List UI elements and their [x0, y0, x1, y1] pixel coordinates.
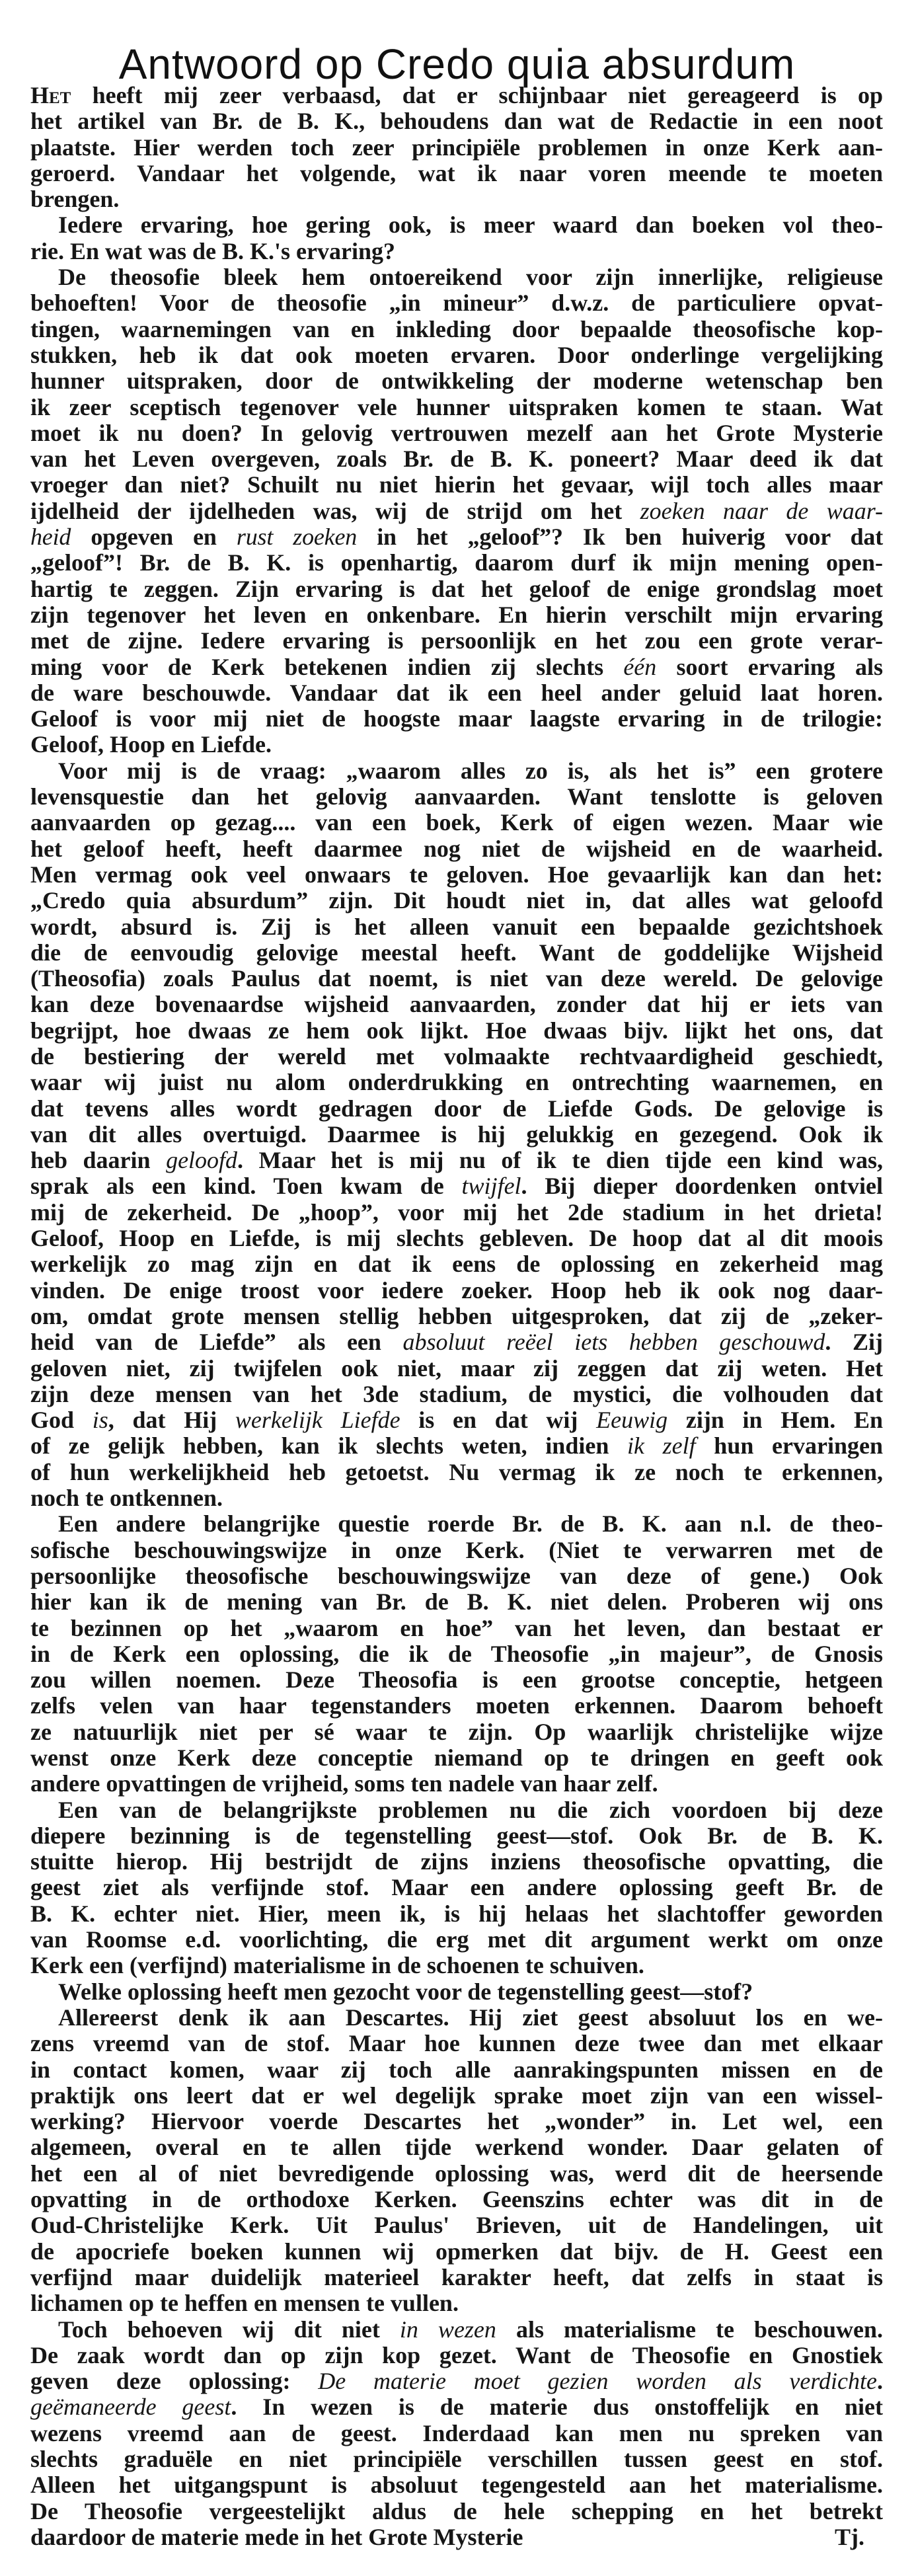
text-segment: God: [30, 1407, 93, 1434]
text-segment: wordt, absurd is. Zij is het alleen vanuit een bepaalde gezichtshoek: [30, 913, 883, 940]
italic-text: is: [92, 1407, 108, 1434]
text-line: [30, 1382, 883, 1407]
text-line: [30, 1538, 883, 1563]
text-segment: of hun werkelijkheid heb getoetst. Nu vermag ik ze noch te erkennen,: [30, 1458, 883, 1485]
article-body: [30, 83, 883, 2550]
text-line: [30, 1251, 883, 1277]
text-line: [30, 420, 883, 446]
text-segment: sprak als een kind. Toen kwam de: [30, 1173, 462, 1200]
author-signature: Tj.: [835, 2523, 864, 2550]
text-line: [30, 1096, 883, 1122]
text-segment: ijdelheid der ijdelheden was, wij de strijd om het: [30, 497, 640, 524]
text-segment: het geloof heeft, heeft daarmee nog niet de wijsheid en de waarheid.: [30, 835, 883, 862]
text-segment: geven deze oplossing:: [30, 2368, 319, 2395]
text-segment: geloven niet, zij twijfelen ook niet, maar zij zeggen dat zij weten. Het: [30, 1354, 883, 1382]
text-segment: van dit alles overtuigd. Daarmee is hij gelukkig en gezegend. Ook ik: [30, 1120, 883, 1148]
text-line: [30, 1953, 883, 1978]
small-caps-opening: Het: [30, 82, 71, 108]
text-segment: Toch behoeven wij dit niet: [58, 2316, 400, 2343]
text-line: [30, 1849, 883, 1875]
text-line: [30, 2472, 883, 2498]
text-segment: hier kan ik de mening van Br. de B. K. niet delen. Proberen wij ons: [30, 1588, 883, 1616]
text-line: [30, 1901, 883, 1927]
text-line: [30, 810, 883, 836]
text-line: [30, 1278, 883, 1304]
text-line: [30, 395, 883, 420]
text-segment: zens vreemd van de stof. Maar hoe kunnen deze twee dan met elkaar: [30, 2030, 883, 2057]
text-segment: .: [877, 2368, 883, 2395]
text-segment: met de zijne. Iedere ervaring is persoonlijk en het zou een grote verar-: [30, 627, 883, 654]
text-segment: wezens vreemd aan de geest. Inderdaad kan men nu spreken van: [30, 2419, 883, 2446]
text-line: [30, 1304, 883, 1329]
text-line: [30, 2524, 883, 2550]
italic-text: twijfel: [461, 1173, 521, 1200]
text-segment: hartig te zeggen. Zijn ervaring is dat het geloof de enige grondslag moet: [30, 575, 883, 602]
text-segment: hun ervaringen: [695, 1432, 883, 1460]
text-line: [30, 1173, 883, 1199]
text-line: [30, 1771, 883, 1797]
text-segment: werking? Hiervoor voerde Descartes het „wonder” in. Let wel, een: [30, 2108, 883, 2135]
text-segment: rie. En wat was de B. K.'s ervaring?: [30, 237, 395, 264]
text-line: [30, 2005, 883, 2031]
text-segment: lichamen op te heffen en mensen te vullen.: [30, 2290, 459, 2317]
text-segment: daardoor de materie mede in het Grote Mysterie: [30, 2523, 523, 2550]
text-segment: om, omdat grote mensen stellig hebben uitgesproken, dat zij de „zeker-: [30, 1302, 883, 1329]
text-segment: moet ik nu doen? In gelovig vertrouwen mezelf aan het Grote Mysterie: [30, 419, 883, 446]
text-segment: wenst onze Kerk deze conceptie niemand op te dringen en geeft ook: [30, 1744, 883, 1771]
text-line: [30, 290, 883, 316]
text-segment: dat tevens alles wordt gedragen door de Liefde Gods. De gelovige is: [30, 1095, 883, 1122]
italic-text: ik zelf: [627, 1432, 696, 1460]
text-segment: zijn deze mensen van het 3de stadium, de mystici, die volhouden dat: [30, 1380, 883, 1407]
text-line: [30, 446, 883, 472]
text-line: [30, 654, 883, 680]
text-line: [30, 2161, 883, 2187]
text-segment: de ware beschouwde. Vandaar dat ik een heel ander geluid laat horen.: [30, 679, 883, 706]
text-line: [30, 2446, 883, 2472]
text-line: [30, 550, 883, 576]
text-segment: Voor mij is de vraag: „waarom alles zo is, als het is” een grotere: [58, 757, 883, 784]
text-line: [30, 576, 883, 602]
text-segment: soort ervaring als: [656, 653, 883, 680]
text-segment: „Credo quia absurdum” zijn. Dit houdt niet in, dat alles wat geloofd: [30, 887, 883, 914]
italic-text: geloofd: [166, 1147, 238, 1174]
text-segment: slechts graduële en niet principiële verschillen tussen geest en stof.: [30, 2446, 883, 2473]
text-line: [30, 1148, 883, 1173]
text-segment: algemeen, overal en te allen tijde werkend wonder. Daar gelaten of: [30, 2134, 883, 2161]
text-line: [30, 2368, 883, 2394]
text-line: [30, 186, 883, 212]
text-line: [30, 2187, 883, 2212]
text-segment: persoonlijke theosofische beschouwingswijze van deze of gene.) Ook: [30, 1562, 883, 1589]
paragraph: [30, 264, 883, 758]
text-segment: in contact komen, waar zij toch alle aanrakingspunten missen en de: [30, 2056, 883, 2083]
text-segment: heb daarin: [30, 1147, 167, 1174]
text-segment: B. K. echter niet. Hier, meen ik, is hij helaas het slachtoffer geworden: [30, 1900, 883, 1927]
text-segment: of ze gelijk hebben, kan ik slechts weten, indien: [30, 1432, 627, 1460]
text-line: [30, 914, 883, 940]
text-segment: ze natuurlijk niet per sé waar te zijn. Op waarlijk christelijke wijze: [30, 1718, 883, 1745]
text-segment: Welke oplossing heeft men gezocht voor de tegenstelling geest—stof?: [58, 1978, 753, 2005]
text-segment: stuitte hierop. Hij bestrijdt de zijns inziens theosofische opvatting, die: [30, 1848, 883, 1875]
text-segment: De theosofie bleek hem ontoereikend voor zijn innerlijke, religieuse: [58, 264, 883, 291]
text-line: [30, 2317, 883, 2343]
italic-text: absoluut reëel iets hebben geschouwd: [402, 1329, 825, 1356]
text-segment: opgeven en: [71, 524, 237, 551]
text-segment: noch te ontkennen.: [30, 1485, 223, 1512]
italic-text: één: [623, 653, 657, 680]
text-line: [30, 135, 883, 161]
text-line: [30, 1485, 883, 1511]
text-line: [30, 2031, 883, 2056]
text-line: [30, 784, 883, 810]
text-line: [30, 1433, 883, 1459]
text-segment: Kerk een (verfijnd) materialisme in de schoenen te schuiven.: [30, 1952, 644, 1979]
text-segment: Geloof, Hoop en Liefde, is mij slechts gebleven. De hoop dat al dit moois: [30, 1225, 883, 1252]
text-line: [30, 2239, 883, 2265]
text-segment: Geloof, Hoop en Liefde.: [30, 731, 272, 758]
text-line: [30, 1563, 883, 1589]
text-line: [30, 1667, 883, 1693]
text-line: [30, 368, 883, 394]
text-segment: in de Kerk een oplossing, die ik de Theosofie „in majeur”, de Gnosis: [30, 1640, 883, 1667]
italic-text: in wezen: [399, 2316, 496, 2343]
text-line: [30, 1797, 883, 1823]
text-segment: in het „geloof”? Ik ben huiverig voor dat: [357, 524, 883, 551]
italic-text: werkelijk Liefde: [235, 1407, 400, 1434]
text-line: [30, 758, 883, 784]
text-line: [30, 1460, 883, 1485]
text-segment: opvatting in de orthodoxe Kerken. Geenszins echter was dit in de: [30, 2186, 883, 2213]
paragraph: [30, 2317, 883, 2551]
text-segment: tingen, waarnemingen van en inkleding door bepaalde theosofische kop-: [30, 315, 883, 342]
text-line: [30, 161, 883, 186]
text-segment: . In wezen is de materie dus onstoffelijk en niet: [231, 2394, 883, 2421]
text-segment: De zaak wordt dan op zijn kop gezet. Want de Theosofie en Gnostiek: [30, 2341, 883, 2368]
text-line: [30, 212, 883, 238]
text-segment: geroerd. Vandaar het volgende, wat ik naar voren meende te moeten: [30, 159, 883, 186]
text-segment: zijn tegenover het leven en onkenbare. En hierin verschilt mijn ervaring: [30, 601, 883, 628]
italic-text: heid: [30, 524, 71, 551]
text-line: [30, 2212, 883, 2238]
text-line: [30, 628, 883, 654]
text-segment: mij de zekerheid. De „hoop”, voor mij het 2de stadium in het drieta!: [30, 1198, 883, 1226]
text-line: [30, 940, 883, 966]
text-line: [30, 1226, 883, 1251]
italic-text: rust zoeken: [236, 524, 358, 551]
text-line: [30, 83, 883, 108]
text-segment: . Zij: [825, 1329, 883, 1356]
text-line: [30, 862, 883, 888]
text-line: [30, 836, 883, 862]
paragraph: [30, 2005, 883, 2317]
text-segment: levensquestie dan het gelovig aanvaarden. Want tenslotte is geloven: [30, 783, 883, 810]
text-segment: heeft mij zeer verbaasd, dat er schijnbaar niet gereageerd is op: [71, 82, 883, 108]
text-line: [30, 732, 883, 758]
italic-text: Eeuwig: [596, 1407, 668, 1434]
text-segment: vroeger dan niet? Schuilt nu niet hierin het gevaar, wijl toch alles maar: [30, 471, 883, 498]
text-line: [30, 2109, 883, 2134]
text-segment: De Theosofie vergeestelijkt aldus de hele schepping en het betrekt: [30, 2497, 883, 2524]
text-segment: praktijk ons leert dat er wel degelijk sprake moet zijn van een wissel-: [30, 2082, 883, 2109]
text-line: [30, 1200, 883, 1226]
text-segment: ming voor de Kerk betekenen indien zij slechts: [30, 653, 624, 680]
text-line: [30, 992, 883, 1017]
paragraph: [30, 1979, 883, 2005]
text-segment: . Maar het is mij nu of ik te dien tijde een kind was,: [237, 1147, 883, 1174]
text-segment: Een andere belangrijke questie roerde Br. de B. K. aan n.l. de theo-: [58, 1510, 883, 1538]
text-segment: vinden. De enige troost voor iedere zoeker. Hoop heb ik ook nog daar-: [30, 1276, 883, 1304]
text-line: [30, 524, 883, 550]
text-line: [30, 1875, 883, 1900]
text-line: [30, 2499, 883, 2524]
text-segment: kan deze bovenaardse wijsheid aanvaarden, zonder dat hij er iets van: [30, 991, 883, 1018]
text-line: [30, 498, 883, 524]
text-segment: die de eenvoudig gelovige meestal heeft. Want de goddelijke Wijsheid: [30, 939, 883, 966]
text-line: [30, 2134, 883, 2160]
text-segment: aanvaarden op gezag.... van een boek, Kerk of eigen wezen. Maar wie: [30, 809, 883, 836]
article-title: Antwoord op Credo quia absurdum: [118, 40, 796, 88]
text-line: [30, 1070, 883, 1095]
paragraph: [30, 83, 883, 212]
text-segment: brengen.: [30, 186, 120, 213]
text-line: [30, 1823, 883, 1849]
text-segment: stukken, heb ik dat ook moeten ervaren. Door onderlinge vergelijking: [30, 341, 883, 368]
text-line: [30, 2394, 883, 2420]
text-segment: heid van de Liefde” als een: [30, 1329, 403, 1356]
text-segment: de apocriefe boeken kunnen wij opmerken dat bijv. de H. Geest een: [30, 2238, 883, 2265]
text-line: [30, 2265, 883, 2290]
text-segment: „geloof”! Br. de B. K. is openhartig, daarom durf ik mijn mening open-: [30, 549, 883, 576]
text-segment: geest ziet als verfijnde stof. Maar een andere oplossing geeft Br. de: [30, 1874, 883, 1901]
text-segment: sofische beschouwingswijze in onze Kerk. (Niet te verwarren met de: [30, 1536, 883, 1563]
text-segment: Iedere ervaring, hoe gering ook, is meer waard dan boeken vol theo-: [58, 212, 883, 239]
text-line: [30, 1693, 883, 1719]
text-segment: zijn in Hem. En: [667, 1407, 883, 1434]
text-segment: , dat Hij: [108, 1407, 235, 1434]
text-line: [30, 2421, 883, 2446]
text-line: [30, 108, 883, 134]
text-line: [30, 1044, 883, 1070]
text-line: [30, 1018, 883, 1044]
text-line: [30, 1719, 883, 1745]
text-line: [30, 1407, 883, 1433]
text-line: [30, 2083, 883, 2109]
text-segment: ik zeer sceptisch tegenover vele hunner uitspraken komen te staan. Wat: [30, 393, 883, 420]
italic-text: zoeken naar de waar-: [640, 497, 883, 524]
text-line: [30, 1356, 883, 1382]
paragraph: [30, 212, 883, 264]
text-segment: hunner uitspraken, door de ontwikkeling der moderne wetenschap ben: [30, 368, 883, 395]
text-line: [30, 1122, 883, 1148]
text-segment: andere opvattingen de vrijheid, soms ten nadele van haar zelf.: [30, 1770, 658, 1797]
text-segment: is en dat wij: [400, 1407, 597, 1434]
text-segment: de bestiering der wereld met volmaakte rechtvaardigheid geschiedt,: [30, 1042, 883, 1070]
text-segment: begrijpt, hoe dwaas ze hem ook lijkt. Hoe dwaas bijv. lijkt het ons, dat: [30, 1017, 883, 1044]
text-segment: werkelijk zo mag zijn en dat ik eens de oplossing en zekerheid mag: [30, 1251, 883, 1278]
text-segment: Geloof is voor mij niet de hoogste maar laagste ervaring in de trilogie:: [30, 705, 883, 732]
text-segment: plaatste. Hier werden toch zeer principiële problemen in onze Kerk aan-: [30, 134, 883, 161]
text-line: [30, 1927, 883, 1953]
text-segment: Alleen het uitgangspunt is absoluut tegengesteld aan het materialisme.: [30, 2472, 883, 2499]
text-line: [30, 1511, 883, 1537]
text-segment: (Theosofia) zoals Paulus dat noemt, is niet van deze wereld. De gelovige: [30, 965, 883, 992]
paragraph: [30, 1797, 883, 1979]
text-segment: verfijnd maar duidelijk materieel karakter heeft, dat zelfs in staat is: [30, 2263, 883, 2290]
text-segment: Een van de belangrijkste problemen nu die zich voordoen bij deze: [58, 1796, 883, 1823]
text-segment: te bezinnen op het „waarom en hoe” van het leven, dan bestaat er: [30, 1614, 883, 1641]
text-line: [30, 1979, 883, 2005]
text-segment: behoeften! Voor de theosofie „in mineur” d.w.z. de particuliere opvat-: [30, 290, 883, 317]
text-line: [30, 1329, 883, 1355]
text-segment: Oud-Christelijke Kerk. Uit Paulus' Brieven, uit de Handelingen, uit: [30, 2212, 883, 2239]
text-line: [30, 317, 883, 342]
text-segment: van het Leven overgeven, zoals Br. de B. K. poneert? Maar deed ik dat: [30, 446, 883, 473]
text-line: [30, 472, 883, 498]
text-line: [30, 1616, 883, 1641]
text-line: [30, 888, 883, 914]
text-segment: . Bij dieper doordenken ontviel: [521, 1173, 883, 1200]
text-line: [30, 239, 883, 264]
text-line: [30, 264, 883, 290]
italic-text: De materie moet gezien worden als verdichte: [318, 2368, 877, 2395]
text-line: [30, 2343, 883, 2368]
paragraph: [30, 758, 883, 1512]
text-line: [30, 2057, 883, 2083]
text-segment: Men vermag ook veel onwaars te geloven. Hoe gevaarlijk kan dan het:: [30, 861, 883, 888]
text-line: [30, 1589, 883, 1615]
text-line: [30, 966, 883, 992]
text-segment: diepere bezinning is de tegenstelling geest—stof. Ook Br. de B. K.: [30, 1822, 883, 1849]
text-segment: waar wij juist nu alom onderdrukking en ontrechting waarnemen, en: [30, 1069, 883, 1096]
text-segment: zou willen noemen. Deze Theosofia is een grootse conceptie, hetgeen: [30, 1666, 883, 1694]
text-line: [30, 706, 883, 732]
text-segment: Allereerst denk ik aan Descartes. Hij ziet geest absoluut los en we-: [58, 2004, 883, 2031]
text-segment: het artikel van Br. de B. K., behoudens dan wat de Redactie in een noot: [30, 108, 883, 135]
text-segment: als materialisme te beschouwen.: [496, 2316, 883, 2343]
text-line: [30, 1641, 883, 1667]
italic-text: geëmaneerde geest: [30, 2394, 231, 2421]
text-line: [30, 2290, 883, 2316]
text-line: [30, 1745, 883, 1771]
text-line: [30, 342, 883, 368]
paragraph: [30, 1511, 883, 1797]
text-line: [30, 680, 883, 706]
text-segment: zelfs velen van haar tegenstanders moeten erkennen. Daarom behoeft: [30, 1692, 883, 1719]
text-segment: van Roomse e.d. voorlichting, die erg met dit argument werkt om onze: [30, 1926, 883, 1953]
text-segment: het een al of niet bevredigende oplossing was, werd dit de heersende: [30, 2160, 883, 2187]
text-line: [30, 602, 883, 628]
